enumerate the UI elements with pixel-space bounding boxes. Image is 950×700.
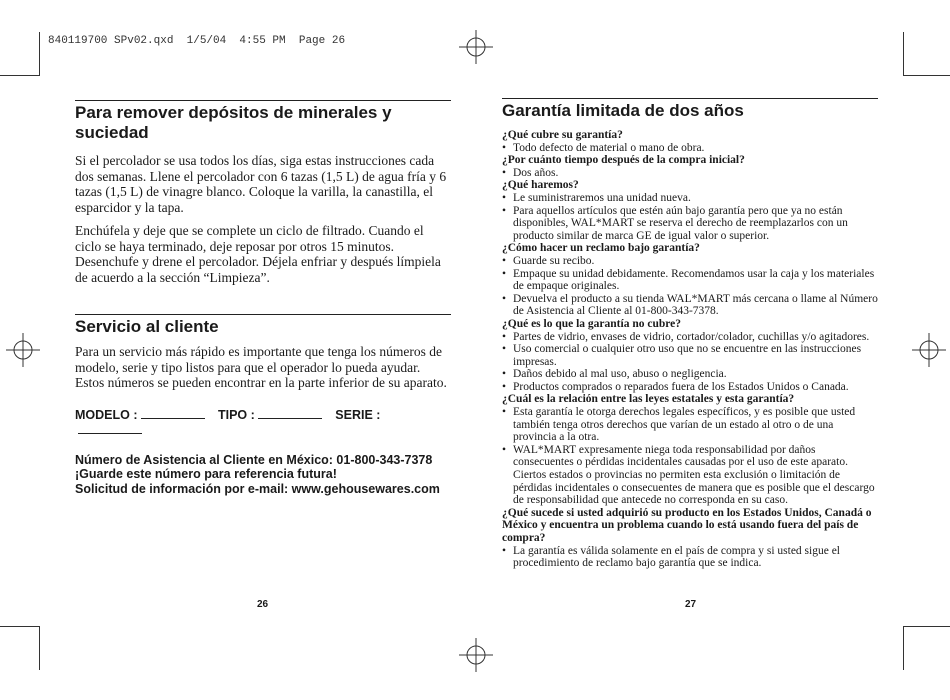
warranty-bullet: • Esta garantía le otorga derechos legales específicos, y es posible que usted también tenga otros derechos que varían de un estado al otro o de una provincia a la otra.	[502, 406, 856, 444]
serial-blank	[78, 422, 142, 434]
paragraph: Para un servicio más rápido es importante que tenga los números de modelo, serie y tipo listos para que el operador lo pueda ayudar. Estos números se pueden encontrar en la parte inferior de su aparato.	[75, 344, 447, 390]
model-blank	[141, 407, 205, 419]
printer-slug: 840119700 SPv02.qxd 1/5/04 4:55 PM Page 26	[48, 35, 346, 47]
warranty-bullet: • Le suministraremos una unidad nueva.	[502, 191, 691, 204]
warranty-bullet: • Partes de vidrio, envases de vidrio, cortador/colador, cuchillas y/o agitadores.	[502, 330, 870, 343]
warranty-title: Garantía limitada de dos años	[502, 98, 878, 121]
warranty-bullet: • Guarde su recibo.	[502, 254, 595, 267]
crop-mark	[903, 75, 950, 76]
warranty-question: ¿Cómo hacer un reclamo bajo garantía?	[502, 242, 700, 255]
registration-mark-icon	[912, 333, 946, 367]
type-label: TIPO :	[217, 407, 255, 422]
registration-mark-icon	[459, 30, 493, 64]
warranty-bullet: • Dos años.	[502, 166, 559, 179]
warranty-bullet: • Uso comercial o cualquier otro uso que no se encuentre en las instrucciones impresas.	[502, 343, 862, 368]
keep-number-note: ¡Guarde este número para referencia futura!	[75, 467, 337, 481]
warranty-question: ¿Por cuánto tiempo después de la compra inicial?	[502, 154, 745, 167]
warranty-question: ¿Qué sucede si usted adquirió su producto en los Estados Unidos, Canadá o México y encuentra un problema cuando lo está usando fuera del país de compra?	[502, 506, 872, 544]
warranty-question: ¿Cuál es la relación entre las leyes estatales y esta garantía?	[502, 393, 795, 406]
serial-label: SERIE :	[335, 407, 381, 422]
page-number-left: 26	[257, 599, 269, 610]
warranty-bullet: • Devuelva el producto a su tienda WAL*MART más cercana o llame al Número de Asistencia al Cliente al 01-800-343-7378.	[502, 292, 878, 318]
section-title-servicio: Servicio al cliente	[75, 314, 451, 337]
warranty-bullet: • La garantía es válida solamente en el país de compra y si usted sigue el procedimiento de reclamo bajo garantía que se indica.	[502, 544, 840, 570]
crop-mark	[903, 626, 904, 670]
warranty-bullet: • Daños debido al mal uso, abuso o negligencia.	[502, 368, 727, 381]
email-info: Solicitud de información por e-mail: www.gehousewares.com	[75, 481, 440, 496]
warranty-bullet: • Empaque su unidad debidamente. Recomendamos usar la caja y los materiales de empaque originales.	[502, 267, 875, 293]
crop-mark	[39, 32, 40, 76]
warranty-bullet: • Productos comprados o reparados fuera de los Estados Unidos o Canada.	[502, 380, 849, 393]
model-label: MODELO :	[75, 407, 138, 422]
registration-mark-icon	[459, 638, 493, 672]
crop-mark	[39, 626, 40, 670]
registration-mark-icon	[6, 333, 40, 367]
paragraph: Si el percolador se usa todos los días, siga estas instrucciones cada dos semanas. Llene el percolador con 6 tazas (1,5 L) de agua fría y 6 tazas (1,5 L) de vinagre blanco. Coloque la varilla, la canastilla, el esparcidor y la tapa.	[75, 153, 447, 215]
assistance-number: Número de Asistencia al Cliente en México: 01-800-343-7378	[75, 452, 433, 467]
warranty-bullet: • Todo defecto de material o mano de obra.	[502, 141, 705, 154]
warranty-question: ¿Qué cubre su garantía?	[502, 129, 623, 141]
type-blank	[258, 407, 322, 419]
warranty-question: ¿Qué es lo que la garantía no cubre?	[502, 317, 682, 330]
crop-mark	[903, 32, 904, 76]
section-title-minerales: Para remover depósitos de minerales y suciedad	[75, 100, 451, 143]
left-page	[75, 100, 451, 496]
page-number-right: 27	[685, 599, 697, 610]
crop-mark	[903, 626, 950, 627]
warranty-question: ¿Qué haremos?	[502, 179, 579, 192]
warranty-bullet: • Para aquellos artículos que estén aún bajo garantía pero que ya no están disponibles, WAL*MART se reserva el derecho de reemplazarlos con un producto similar de marca GE de igual valor o superior.	[502, 204, 848, 242]
right-page	[502, 98, 878, 570]
paragraph: Enchúfela y deje que se complete un ciclo de filtrado. Cuando el ciclo se haya terminado, deje reposar por otros 15 minutos. Desenchufe y drene el percolador. Déjela enfriar y después límpiela de acuerdo a la sección “Limpieza”.	[75, 223, 441, 285]
crop-mark	[0, 626, 40, 627]
crop-mark	[0, 75, 40, 76]
warranty-bullet: • WAL*MART expresamente niega toda responsabilidad por daños consecuentes o pérdidas incidentales causadas por el uso de este aparato. Ciertos estados o provincias no permiten esta exclusión o limitación de pérdidas incidentales o consecuentes de manera que es posible que el descargo de responsabilidad que antecede no corresponda en su caso.	[502, 443, 875, 507]
product-id-form	[75, 407, 451, 438]
